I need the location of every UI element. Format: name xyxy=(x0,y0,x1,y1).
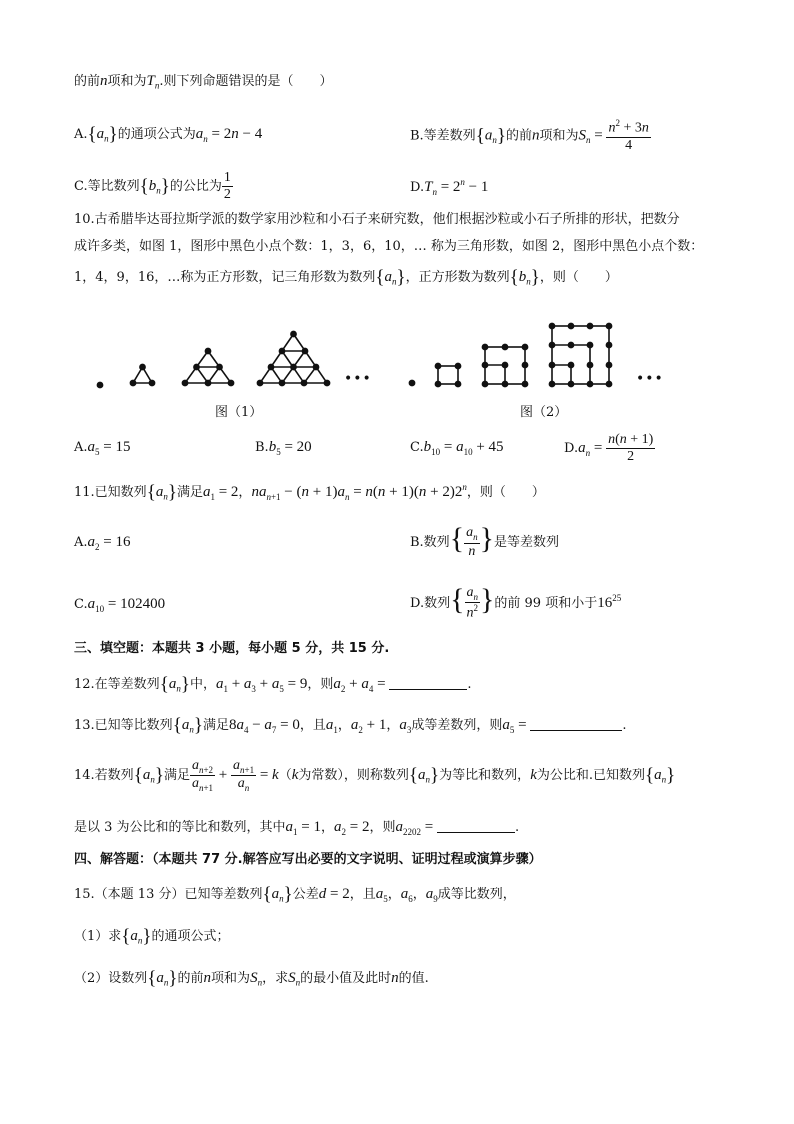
fig1-triangle-10 xyxy=(257,331,329,385)
fig2-square-4 xyxy=(435,363,460,386)
q10-option-c: $C.b_{10} = a_{10} + 45$ xyxy=(410,439,504,457)
fig2-square-9 xyxy=(482,344,527,386)
q15-part-1: （1）求$\{a_n\}$的通项公式； xyxy=(74,926,230,947)
q10-line-2: 成许多类，如图 1，图形中黑色小点个数：1，3，6，10，… 称为三角形数，如图 2，图形中黑色小点个数： xyxy=(74,239,704,254)
q9-option-b: B.等差数列$\{a_n\}$的前n项和为$S_n$ = $\frac{n^2 + 3n}{4}$ xyxy=(410,118,649,153)
q10-option-b: $B.b_5 = 20$ xyxy=(255,439,312,457)
fig1-caption: 图（1） xyxy=(215,405,263,420)
q15-part-2: （2）设数列$\{a_n\}$的前n项和为$S_n$，求$S_n$的最小值及此时n的值. xyxy=(74,968,429,989)
q9-option-c: C.等比数列$\{b_n\}$的公比为 $\frac{1}{2}$ xyxy=(74,170,231,203)
q11-option-b: B.数列{ $\frac{a_n}{n}$ }是等差数列 xyxy=(410,522,560,559)
q14-line-2: 是以 3 为公比和的等比和数列，其中$a_1 = 1$，$a_2 = 2$，则$a_{2202}$ = . xyxy=(74,819,520,837)
q11-option-d: D.数列{ $\frac{a_n}{n^2}$ }的前 99 项和小于$16^{25}$ xyxy=(410,583,622,621)
q12: 12.在等差数列$\{a_n\}$中，$a_1 + a_3 + a_5 = 9$，则$a_2 + a_4$ = . xyxy=(74,674,472,695)
q10-option-d: $D.a_n$ = $\frac{n(n + 1)}{2}$ xyxy=(564,432,654,465)
q9-option-a: $A.\{a_n\}$的通项公式为$a_n = 2n - 4$ xyxy=(74,124,263,145)
fig1-triangle-3 xyxy=(130,364,154,385)
fig2-dot xyxy=(409,380,414,385)
q12-answer-blank[interactable] xyxy=(389,677,467,690)
q9-option-d: $D.T_n = 2^n - 1$ xyxy=(410,177,489,197)
section-4-heading: 四、解答题：（本题共 77 分.解答应写出必要的文字说明、证明过程或演算步骤） xyxy=(74,852,542,867)
q11-stem: 11.已知数列$\{a_n\}$满足$a_1 = 2$，$na_{n+1} - (n + 1)a_n = n(n + 1)(n + 2)2^n$，则（ ） xyxy=(74,482,545,503)
fig1-dot xyxy=(97,382,102,387)
q13-answer-blank[interactable] xyxy=(530,718,622,731)
fig2-ellipsis: ••• xyxy=(636,371,664,387)
figure-2-square xyxy=(405,318,630,398)
q10-option-a: $A.a_5 = 15$ xyxy=(74,439,131,457)
q13: 13.已知等比数列$\{a_n\}$满足$8a_4 - a_7 = 0$，且$a_1$，$a_2 + 1$，$a_3$成等差数列，则$a_5$ = . xyxy=(74,715,627,736)
fig1-ellipsis: ••• xyxy=(344,371,372,387)
q10-line-1: 10.古希腊毕达哥拉斯学派的数学家用沙粒和小石子来研究数，他们根据沙粒或小石子所排的形状，把数分 xyxy=(74,212,680,227)
section-3-heading: 三、填空题：本题共 3 小题，每小题 5 分，共 15 分. xyxy=(74,641,390,656)
q11-option-a: $A.a_2 = 16$ xyxy=(74,534,131,552)
fig2-caption: 图（2） xyxy=(520,405,568,420)
q10-line-3: 1，4，9，16，…称为正方形数，记三角形数为数列$\{a_n\}$，正方形数为数列$\{b_n\}$，则（ ） xyxy=(74,267,618,288)
fig2-square-16 xyxy=(549,323,611,386)
fig1-triangle-6 xyxy=(182,348,233,385)
q14-answer-blank[interactable] xyxy=(437,820,515,833)
q15-stem: 15.（本题 13 分）已知等差数列$\{a_n\}$公差d = 2，且$a_5$，$a_6$，$a_9$成等比数列， xyxy=(74,884,516,905)
lead-line: 的前n项和为$T_n$.则下列命题错误的是（ ） xyxy=(74,73,333,91)
q11-option-c: $C.a_{10} = 102400$ xyxy=(74,596,166,614)
q14-line-1: 14.若数列$\{a_n\}$满足 $\frac{a_{n+2}}{a_{n+1}}$ + $\frac{a_{n+1}}{a_n}$ = k（k为常数），则称数列$\{a_n\}$为等比和数列，k为公比和.已知数列$\{a_n\}$ xyxy=(74,758,676,793)
